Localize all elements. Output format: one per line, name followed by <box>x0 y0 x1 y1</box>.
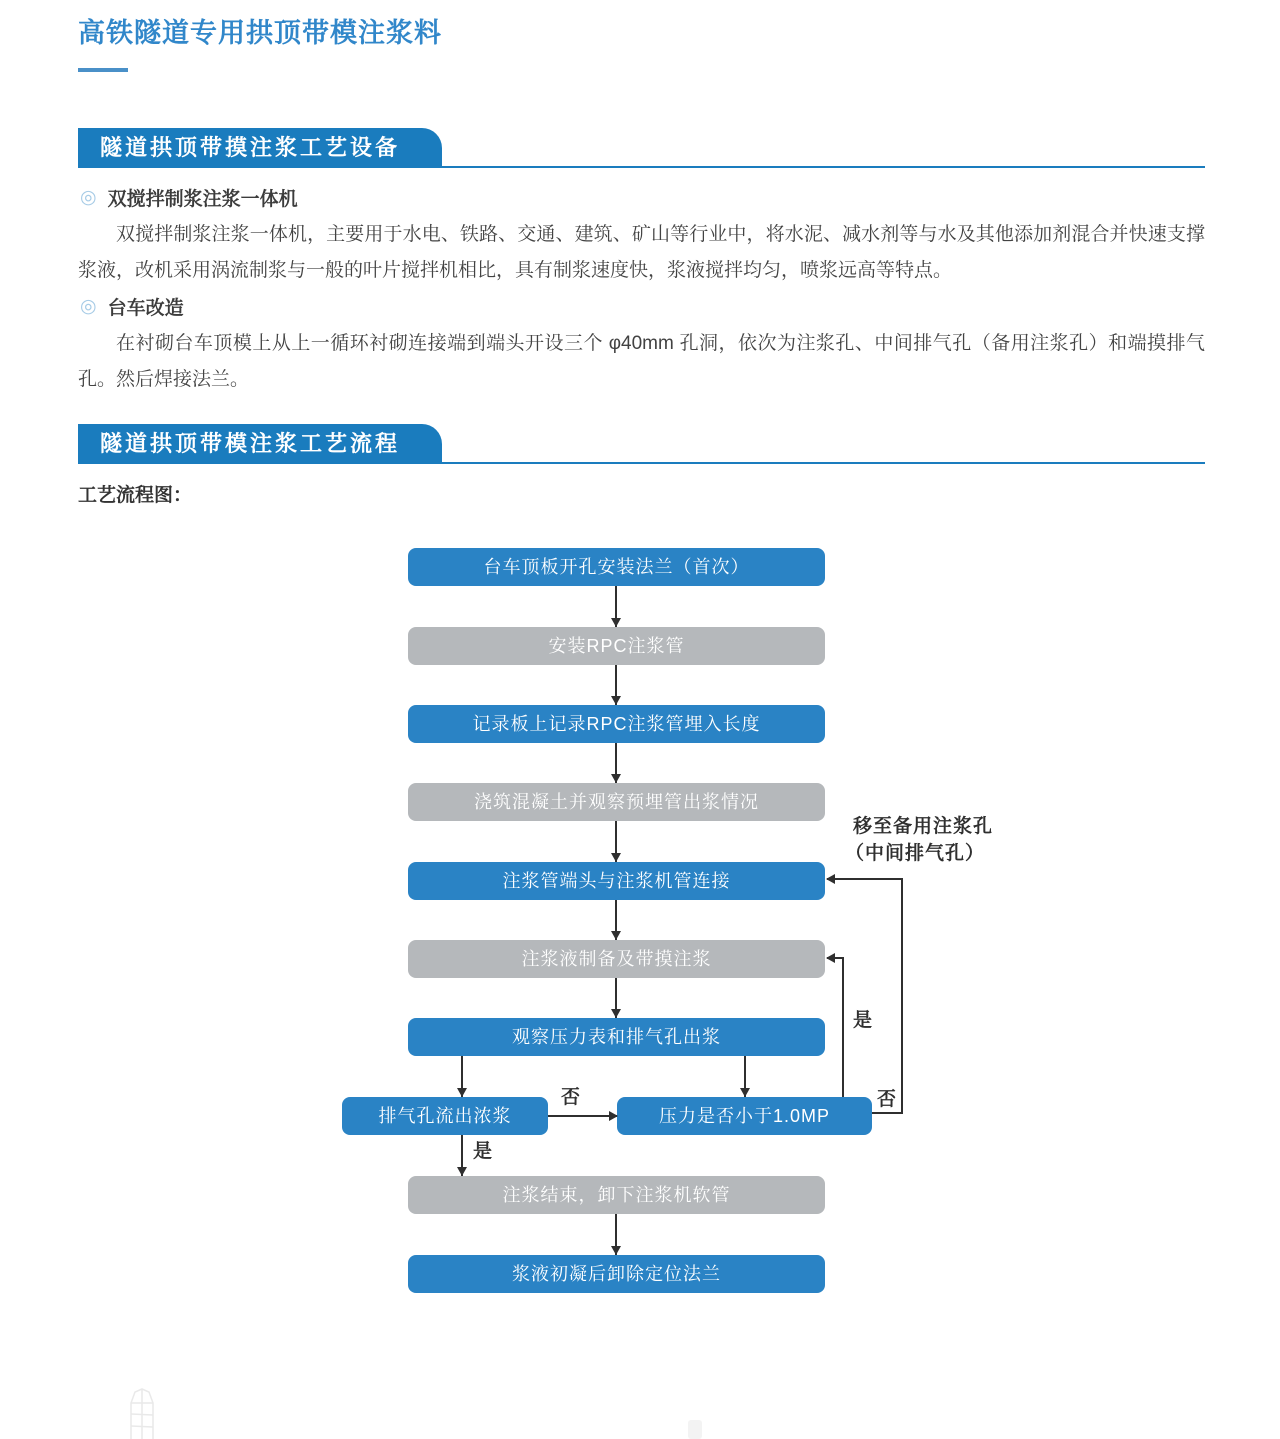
edge-label-vent-no: 否 <box>561 1087 581 1108</box>
faint-smudge <box>688 1420 702 1439</box>
loop-note-line1: 移至备用注浆孔 <box>853 816 994 837</box>
section-header-process <box>78 424 1205 464</box>
edge-label-pressure-yes: 是 <box>853 1010 873 1031</box>
edge-label-vent-yes: 是 <box>473 1141 493 1162</box>
flow-node-prepare-grout: 注浆液制备及带摸注浆 <box>408 940 825 978</box>
arrow-vent-yes-to-finish <box>461 1135 463 1176</box>
arrow-1-to-2 <box>615 586 617 627</box>
flow-node-grout-finished-remove-hose: 注浆结束，卸下注浆机软管 <box>408 1176 825 1214</box>
flow-node-pressure-check: 压力是否小于1.0MP <box>617 1097 872 1135</box>
bullet-item-mixer <box>80 184 1205 211</box>
loop-note-line2: （中间排气孔） <box>845 843 986 864</box>
arrow-2-to-3 <box>615 665 617 705</box>
arrow-7-to-pressure-check <box>744 1056 746 1097</box>
flow-node-pour-concrete-observe: 浇筑混凝土并观察预埋管出浆情况 <box>408 783 825 821</box>
loop-pressure-no-arrow <box>827 878 903 880</box>
arrow-6-to-7 <box>615 978 617 1018</box>
bullet-item-trolley-label: 台车改造 <box>107 298 184 319</box>
double-circle-bullet-icon: ◎ <box>80 187 97 208</box>
bullet-item-trolley <box>80 293 1205 320</box>
loop-pressure-no-horizontal-bottom <box>872 1112 903 1114</box>
arrow-10-to-11 <box>615 1214 617 1255</box>
flow-node-observe-pressure-vent: 观察压力表和排气孔出浆 <box>408 1018 825 1056</box>
flow-node-record-pipe-length: 记录板上记录RPC注浆管埋入长度 <box>408 705 825 743</box>
paragraph-trolley-description: 在衬砌台车顶模上从上一循环衬砌连接端到端头开设三个 φ40mm 孔洞，依次为注浆孔、中间排气孔（备用注浆孔）和端摸排气孔。然后焊接法兰。 <box>78 333 1205 390</box>
arrow-vent-no-to-pressure <box>548 1115 617 1117</box>
page-content <box>78 14 1205 507</box>
flow-node-install-rpc-pipe: 安装RPC注浆管 <box>408 627 825 665</box>
section-header-process-badge: 隧道拱顶带模注浆工艺流程 <box>78 424 442 464</box>
flow-figure-label: 工艺流程图： <box>78 485 193 506</box>
loop-pressure-yes-vertical <box>842 958 844 1097</box>
flow-node-remove-flange: 浆液初凝后卸除定位法兰 <box>408 1255 825 1293</box>
flow-node-vent-thick-grout: 排气孔流出浓浆 <box>342 1097 548 1135</box>
loop-pressure-no-vertical <box>901 879 903 1114</box>
flow-node-connect-grout-machine: 注浆管端头与注浆机管连接 <box>408 862 825 900</box>
loop-pressure-yes-arrow <box>827 957 844 959</box>
bullet-item-mixer-label: 双搅拌制浆注浆一体机 <box>107 189 298 210</box>
arrow-3-to-4 <box>615 743 617 783</box>
arrow-7-to-vent-check <box>461 1056 463 1097</box>
double-circle-bullet-icon: ◎ <box>80 296 97 317</box>
title-underline <box>78 68 128 72</box>
process-flowchart <box>0 540 1280 1439</box>
arrow-4-to-5 <box>615 821 617 862</box>
flow-node-drill-install-flange: 台车顶板开孔安装法兰（首次） <box>408 548 825 586</box>
section-header-equipment-badge: 隧道拱顶带摸注浆工艺设备 <box>78 128 442 168</box>
building-watermark <box>122 1388 162 1439</box>
arrow-5-to-6 <box>615 900 617 940</box>
paragraph-mixer-description: 双搅拌制浆注浆一体机，主要用于水电、铁路、交通、建筑、矿山等行业中，将水泥、减水剂等与水及其他添加剂混合并快速支撑浆液，改机采用涡流制浆与一般的叶片搅拌机相比，具有制浆速度快，浆液搅拌均匀，喷浆远高等特点。 <box>78 224 1205 281</box>
edge-label-pressure-no: 否 <box>877 1089 897 1110</box>
section-header-equipment <box>78 128 1205 168</box>
page-title: 高铁隧道专用拱顶带模注浆料 <box>78 18 442 48</box>
